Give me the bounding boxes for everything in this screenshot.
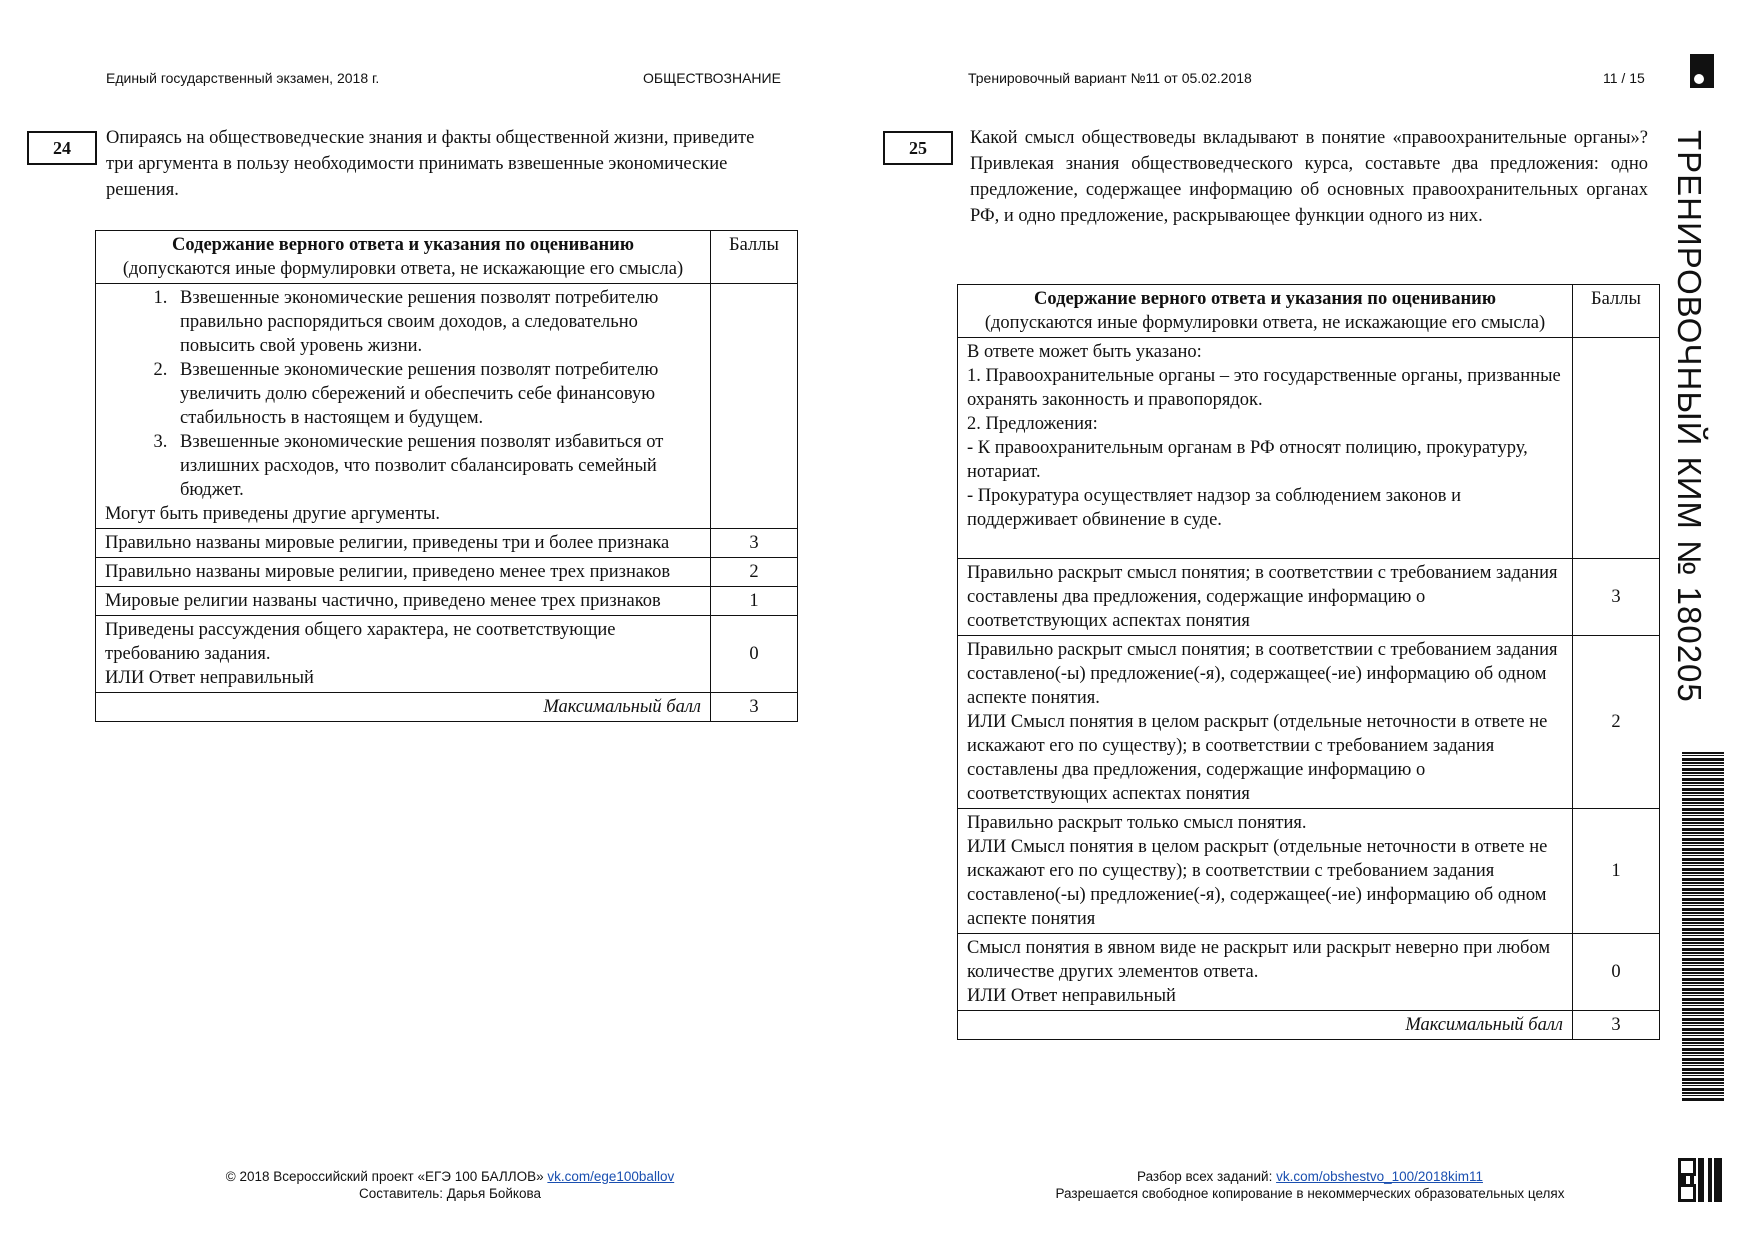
criterion-text [958,934,1573,1011]
table-header-content [96,231,711,284]
max-score-row [96,693,798,722]
max-score-value: 3 [1573,1011,1660,1040]
question-25-criteria-table [957,284,1660,1040]
footer-left-link[interactable]: vk.com/ege100ballov [547,1169,675,1184]
header-bold: Содержание верного ответа и указания по оцениванию [1034,289,1496,309]
criterion-line: ИЛИ Смысл понятия в целом раскрыт (отдельные неточности в ответе не искажают его по существу); в соответствии с требованием задания составлено(-ы) предложение(-я), содержащее(-ие) информацию об одном аспекте понятия [967,837,1548,929]
exam-title: Единый государственный экзамен, 2018 г. [106,70,380,86]
question-24-criteria-table [95,230,798,722]
footer-left-line1 [180,1168,720,1185]
answer-points [711,284,798,529]
criterion-text: Правильно названы мировые религии, приведены три и более признака [96,529,711,558]
criterion-points: 1 [1573,809,1660,934]
subject-title: ОБЩЕСТВОЗНАНИЕ [643,70,781,86]
header-note: (допускаются иные формулировки ответа, не искажающие его смысла) [984,313,1546,333]
header-bold: Содержание верного ответа и указания по оцениванию [172,235,634,255]
list-item: 1. Взвешенные экономические решения позволят потребителю правильно распорядиться своим доходов, а следовательно повысить свой уровень жизни. [172,286,701,358]
criterion-text: Мировые религии названы частично, приведено менее трех признаков [96,587,711,616]
qr-code-icon [1678,1158,1722,1202]
arguments-list [105,286,701,502]
criterion-points: 1 [711,587,798,616]
footer-right-line1 [1000,1168,1620,1185]
criterion-line: Правильно раскрыт смысл понятия; в соответствии с требованием задания составлены два предложения, содержащие информацию о соответствующих аспектах понятия [967,563,1558,631]
max-score-value: 3 [711,693,798,722]
header-points: Баллы [1573,285,1660,338]
list-item: 2. Взвешенные экономические решения позволят потребителю увеличить долю сбережений и обеспечить себе финансовую стабильность в настоящем и будущем. [172,358,701,430]
table-header-row [96,231,798,284]
answer-content [958,338,1573,559]
answer-line: В ответе может быть указано: [967,342,1202,362]
answer-line: 2. Предложения: [967,414,1098,434]
question-24-number: 24 [27,131,97,165]
variant-title: Тренировочный вариант №11 от 05.02.2018 [968,70,1252,86]
criterion-text [96,616,711,693]
side-title: ТРЕНИРОВОЧНЫЙ КИМ № 180205 [1671,130,1708,703]
page-number: 11 / 15 [1603,70,1645,86]
footer-copyright: © 2018 Всероссийский проект «ЕГЭ 100 БАЛЛОВ» [225,1169,544,1184]
max-score-row [958,1011,1660,1040]
criterion-text: Правильно названы мировые религии, приведено менее трех признаков [96,558,711,587]
answer-line: 1. Правоохранительные органы – это государственные органы, призванные охранять законность и правопорядок. [967,366,1561,410]
criterion-text [958,559,1573,636]
criterion-line: Правильно раскрыт только смысл понятия. [967,813,1307,833]
arguments-tail: Могут быть приведены другие аргументы. [105,504,441,524]
footer-analysis-label: Разбор всех заданий: [1137,1169,1273,1184]
criterion-points: 2 [711,558,798,587]
max-score-label: Максимальный балл [958,1011,1573,1040]
criterion-points: 3 [1573,559,1660,636]
footer-right-link[interactable]: vk.com/obshestvo_100/2018kim11 [1276,1169,1483,1184]
criterion-points: 0 [1573,934,1660,1011]
table-header-row [958,285,1660,338]
answer-line: - К правоохранительным органам в РФ относят полицию, прокуратуру, нотариат. [967,438,1528,482]
barcode-icon [1682,752,1724,1102]
criterion-line: ИЛИ Ответ неправильный [105,668,314,688]
answer-row [96,284,798,529]
answer-content [96,284,711,529]
footer-left [180,1168,720,1202]
table-header-content [958,285,1573,338]
table-row [958,559,1660,636]
footer-author: Составитель: Дарья Бойкова [358,1186,542,1201]
list-item: 3. Взвешенные экономические решения позволят избавиться от излишних расходов, что позволит сбалансировать семейный бюджет. [172,430,701,502]
question-25-text: Какой смысл обществоведы вкладывают в понятие «правоохранительные органы»? Привлекая знания обществоведческого курса, составьте два предложения: одно предложение, содержащее информацию об основных правоохранительных органах РФ, и одно предложение, раскрывающее функции одного из них. [970,128,1648,226]
header-note: (допускаются иные формулировки ответа, не искажающие его смысла) [122,259,684,279]
table-row [958,934,1660,1011]
table-row [958,809,1660,934]
criterion-line: ИЛИ Ответ неправильный [967,986,1176,1006]
table-row [96,558,798,587]
criterion-text [958,636,1573,809]
table-row [958,636,1660,809]
question-24-text: Опираясь на обществоведческие знания и факты общественной жизни, приведите три аргумента в пользу необходимости принимать взвешенные экономические решения. [106,128,755,200]
header-points: Баллы [711,231,798,284]
table-row [96,529,798,558]
footer-right [1000,1168,1620,1202]
footer-copy-note: Разрешается свободное копирование в некоммерческих образовательных целях [1055,1186,1565,1201]
answer-points [1573,338,1660,559]
criterion-line: Смысл понятия в явном виде не раскрыт или раскрыт неверно при любом количестве других элементов ответа. [967,938,1551,982]
criterion-points: 0 [711,616,798,693]
criterion-line: Приведены рассуждения общего характера, не соответствующие требованию задания. [105,620,616,664]
table-row [96,587,798,616]
criterion-points: 3 [711,529,798,558]
corner-marker-icon [1690,54,1714,88]
max-score-label: Максимальный балл [96,693,711,722]
criterion-text [958,809,1573,934]
table-row [96,616,798,693]
question-25-number: 25 [883,131,953,165]
criterion-line: Правильно раскрыт смысл понятия; в соответствии с требованием задания составлено(-ы) предложение(-я), содержащее(-ие) информацию об одном аспекте понятия. [967,640,1558,708]
criterion-points: 2 [1573,636,1660,809]
answer-line: - Прокуратура осуществляет надзор за соблюдением законов и поддерживает обвинение в суде. [967,486,1462,530]
answer-row [958,338,1660,559]
criterion-line: ИЛИ Смысл понятия в целом раскрыт (отдельные неточности в ответе не искажают его по существу); в соответствии с требованием задания составлены два предложения, содержащие информацию о соответствующих аспектах понятия [967,712,1548,804]
